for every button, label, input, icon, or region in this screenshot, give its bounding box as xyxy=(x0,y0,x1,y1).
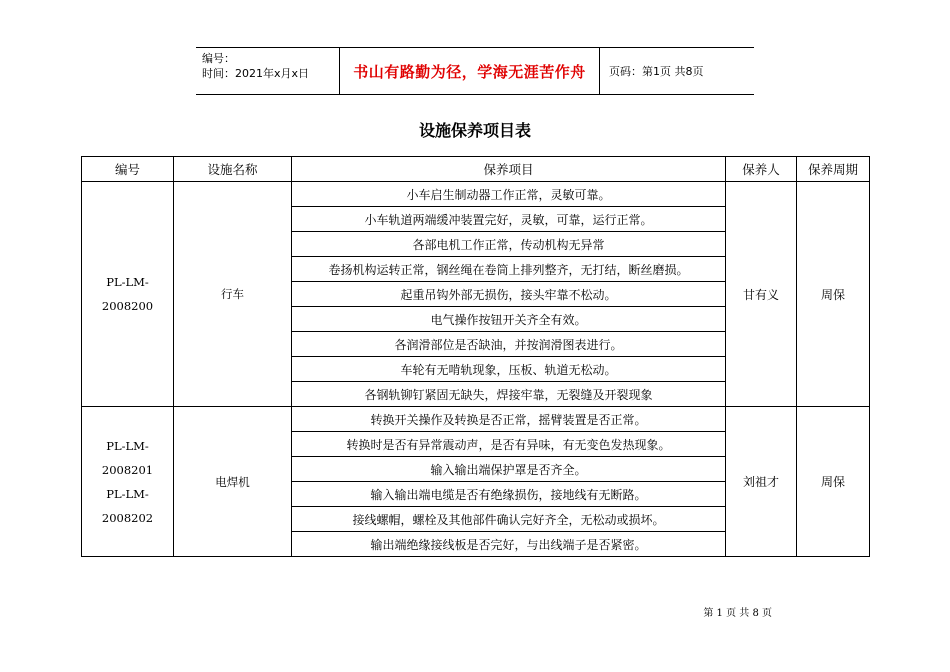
facility-code-line: 2008200 xyxy=(101,299,154,313)
header-motto: 书山有路勤为径，学海无涯苦作舟 xyxy=(339,47,600,95)
facility-code-line: PL-LM- xyxy=(106,486,149,501)
facility-code-cell xyxy=(82,407,174,557)
facility-code-line: 2008202 xyxy=(101,510,154,525)
maintainer-cell: 甘有义 xyxy=(726,182,797,407)
maintenance-item-cell: 小车轨道两端缓冲装置完好，灵敏，可靠，运行正常。 xyxy=(292,207,726,232)
header-time-label: 时间：2021年x月x日 xyxy=(202,67,310,80)
column-header-facility: 设施名称 xyxy=(174,157,292,182)
document-title: 设施保养项目表 xyxy=(418,121,531,140)
facility-name-cell: 电焊机 xyxy=(174,407,292,557)
maintainer-cell: 刘祖才 xyxy=(726,407,797,557)
facility-name-cell: 行车 xyxy=(174,182,292,407)
table-row xyxy=(82,407,870,432)
maintenance-item-cell: 电气操作按钮开关齐全有效。 xyxy=(292,307,726,332)
maintenance-cycle-cell: 周保 xyxy=(797,407,870,557)
maintenance-item-cell: 卷扬机构运转正常，钢丝绳在卷筒上排列整齐，无打结，断丝磨损。 xyxy=(292,257,726,282)
maintenance-item-cell: 输入输出端保护罩是否齐全。 xyxy=(292,457,726,482)
column-header-code: 编号 xyxy=(82,157,174,182)
maintenance-item-cell: 起重吊钩外部无损伤，接头牢靠不松动。 xyxy=(292,282,726,307)
header-bottom-rule xyxy=(196,94,754,95)
page-footer: 第 1 页 共 8 页 xyxy=(703,608,772,619)
maintenance-item-cell: 小车启生制动器工作正常，灵敏可靠。 xyxy=(292,182,726,207)
column-header-person: 保养人 xyxy=(726,157,797,182)
maintenance-item-cell: 输出端绝缘接线板是否完好，与出线端子是否紧密。 xyxy=(292,532,726,557)
header-page-info: 页码：第1页 共8页 xyxy=(609,65,704,78)
table-row xyxy=(82,182,870,207)
facility-code-cell xyxy=(82,182,174,407)
header-number-label: 编号： xyxy=(202,52,235,65)
column-header-cycle: 保养周期 xyxy=(797,157,870,182)
column-header-items: 保养项目 xyxy=(292,157,726,182)
maintenance-item-cell: 各部电机工作正常，传动机构无异常 xyxy=(292,232,726,257)
table-body xyxy=(82,182,870,557)
facility-code-line: 2008201 xyxy=(101,462,154,477)
maintenance-item-cell: 车轮有无啃轨现象，压板、轨道无松动。 xyxy=(292,357,726,382)
maintenance-item-cell: 接线螺帽，螺栓及其他部件确认完好齐全，无松动或损坏。 xyxy=(292,507,726,532)
facility-code-line: PL-LM- xyxy=(106,275,149,289)
maintenance-item-cell: 转换开关操作及转换是否正常，摇臂装置是否正常。 xyxy=(292,407,726,432)
page-header xyxy=(196,47,754,95)
maintenance-item-cell: 各润滑部位是否缺油，并按润滑图表进行。 xyxy=(292,332,726,357)
facility-code-line: PL-LM- xyxy=(106,438,149,453)
maintenance-table xyxy=(81,156,870,557)
maintenance-item-cell: 输入输出端电缆是否有绝缘损伤，接地线有无断路。 xyxy=(292,482,726,507)
maintenance-item-cell: 各钢轨铆钉紧固无缺失，焊接牢靠，无裂缝及开裂现象 xyxy=(292,382,726,407)
maintenance-item-cell: 转换时是否有异常震动声，是否有异味，有无变色发热现象。 xyxy=(292,432,726,457)
table-header-row xyxy=(82,157,870,182)
header-meta xyxy=(202,51,309,81)
maintenance-cycle-cell: 周保 xyxy=(797,182,870,407)
